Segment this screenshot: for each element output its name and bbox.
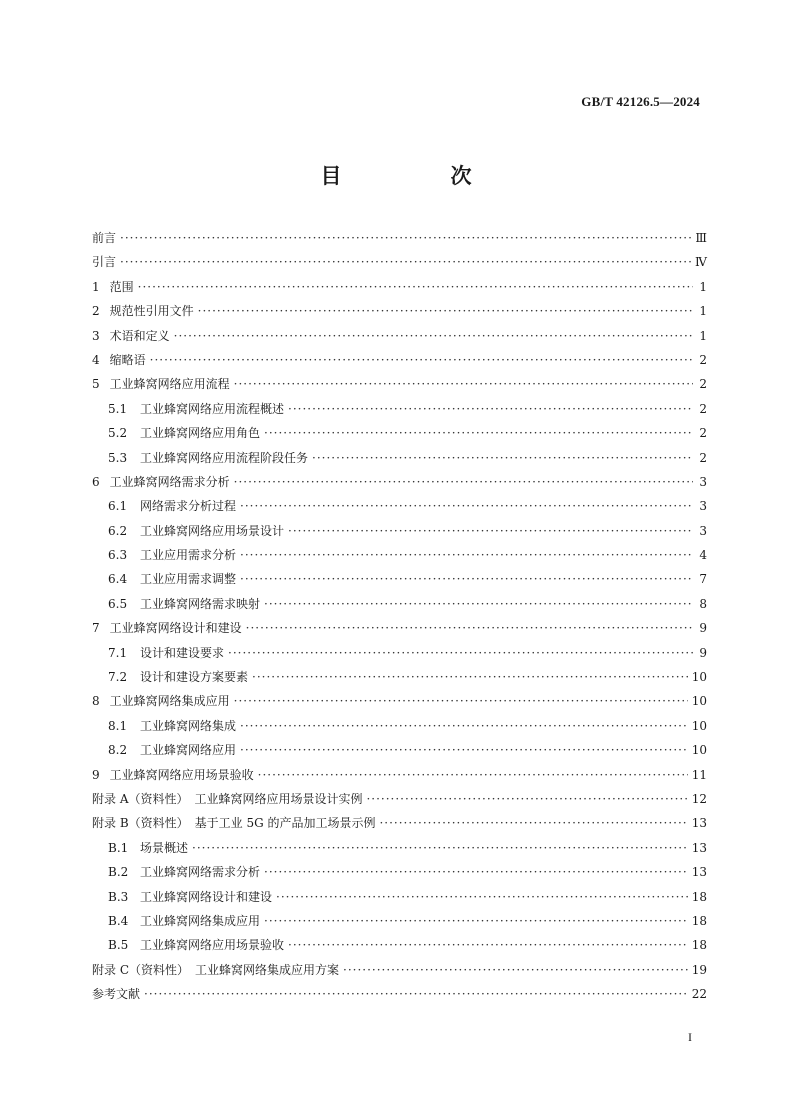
toc-entry[interactable] — [92, 592, 707, 616]
toc-entry-title: 工业蜂窝网络应用场景设计 — [140, 523, 285, 538]
toc-entry[interactable] — [92, 714, 707, 738]
toc-entry-page: 9 — [699, 621, 707, 636]
dot-leader — [234, 689, 688, 713]
toc-entry-number: 8 — [92, 694, 100, 709]
dot-leader — [120, 226, 691, 250]
toc-entry-title: 工业蜂窝网络应用场景验收 — [140, 938, 285, 953]
toc-entry-page: 1 — [699, 328, 707, 343]
toc-entry[interactable] — [92, 836, 707, 860]
dot-leader — [258, 763, 688, 787]
table-of-contents — [92, 226, 707, 1007]
dot-leader — [234, 372, 693, 396]
dot-leader — [264, 592, 693, 616]
toc-entry-number: 6.4 — [108, 572, 128, 587]
toc-entry-title: 场景概述 — [140, 840, 189, 855]
toc-entry-page: 9 — [699, 645, 707, 660]
toc-entry-page: 10 — [691, 743, 707, 758]
toc-entry[interactable] — [92, 470, 707, 494]
toc-entry-page: 3 — [699, 499, 707, 514]
toc-entry-page: 12 — [691, 791, 707, 806]
toc-entry-title: 工业蜂窝网络应用流程阶段任务 — [140, 450, 309, 465]
toc-entry-title: 工业蜂窝网络设计和建设 — [140, 889, 273, 904]
toc-entry[interactable] — [92, 738, 707, 762]
toc-entry[interactable] — [92, 641, 707, 665]
toc-entry-title: 网络需求分析过程 — [140, 499, 237, 514]
dot-leader — [312, 446, 693, 470]
toc-entry-number: 1 — [92, 279, 100, 294]
toc-entry-page: 19 — [691, 962, 707, 977]
dot-leader — [120, 250, 691, 274]
toc-entry[interactable] — [92, 933, 707, 957]
dot-leader — [234, 470, 693, 494]
toc-entry-number: 4 — [92, 352, 100, 367]
toc-entry[interactable] — [92, 275, 707, 299]
toc-entry-number: 3 — [92, 328, 100, 343]
toc-entry-page: 10 — [691, 718, 707, 733]
toc-entry-number: 2 — [92, 304, 100, 319]
toc-entry[interactable] — [92, 616, 707, 640]
toc-entry[interactable] — [92, 494, 707, 518]
toc-entry-title: 缩略语 — [109, 352, 146, 367]
toc-entry-title: 规范性引用文件 — [109, 304, 194, 319]
toc-entry-number: 5.2 — [108, 426, 128, 441]
toc-entry-number: 6.2 — [108, 523, 128, 538]
toc-entry-title: 工业应用需求调整 — [140, 572, 237, 587]
dot-leader — [240, 567, 693, 591]
toc-entry-number: 7.2 — [108, 670, 128, 685]
dot-leader — [252, 665, 688, 689]
toc-entry-page: 18 — [691, 938, 707, 953]
dot-leader — [343, 958, 688, 982]
toc-entry[interactable] — [92, 397, 707, 421]
dot-leader — [288, 397, 693, 421]
toc-entry-page: 7 — [699, 572, 707, 587]
toc-entry[interactable] — [92, 567, 707, 591]
toc-entry-title: 参考文献 — [92, 987, 141, 1002]
toc-entry-title: 引言 — [92, 255, 117, 270]
standard-code: GB/T 42126.5—2024 — [581, 94, 700, 109]
page-number: I — [688, 1030, 692, 1044]
toc-entry-number: 5.1 — [108, 401, 128, 416]
toc-entry-number: 6 — [92, 474, 100, 489]
toc-entry-number: 6.1 — [108, 499, 128, 514]
toc-entry-number: B.2 — [108, 865, 129, 880]
toc-entry-page: 18 — [691, 913, 707, 928]
toc-entry-page: 2 — [699, 450, 707, 465]
dot-leader — [264, 860, 688, 884]
toc-entry-number: 7 — [92, 621, 100, 636]
toc-entry-page: 13 — [691, 840, 707, 855]
toc-entry-number: B.3 — [108, 889, 129, 904]
toc-entry-number: 8.1 — [108, 718, 128, 733]
toc-entry-title: 工业蜂窝网络应用场景验收 — [109, 767, 254, 782]
toc-entry-page: 2 — [699, 352, 707, 367]
dot-leader — [150, 348, 693, 372]
toc-entry-title: 范围 — [109, 279, 134, 294]
toc-entry[interactable] — [92, 885, 707, 909]
toc-entry-title: 工业蜂窝网络需求分析 — [140, 865, 261, 880]
dot-leader — [138, 275, 693, 299]
toc-entry-title: 工业蜂窝网络集成 — [140, 718, 237, 733]
dot-leader — [240, 738, 688, 762]
dot-leader — [276, 885, 688, 909]
dot-leader — [174, 324, 693, 348]
toc-entry[interactable] — [92, 519, 707, 543]
toc-entry[interactable] — [92, 299, 707, 323]
toc-entry[interactable] — [92, 811, 707, 835]
toc-entry-page: 3 — [699, 523, 707, 538]
toc-entry-title: 工业应用需求分析 — [140, 548, 237, 563]
toc-entry-number: 6.5 — [108, 596, 128, 611]
toc-entry[interactable] — [92, 421, 707, 445]
dot-leader — [288, 933, 688, 957]
toc-entry-title: 工业蜂窝网络应用流程概述 — [140, 401, 285, 416]
toc-entry-number: B.1 — [108, 840, 129, 855]
toc-entry[interactable] — [92, 324, 707, 348]
dot-leader — [228, 641, 693, 665]
toc-entry[interactable] — [92, 958, 707, 982]
toc-entry-title: 工业蜂窝网络需求分析 — [109, 474, 230, 489]
dot-leader — [240, 543, 693, 567]
toc-entry[interactable] — [92, 543, 707, 567]
toc-entry-title: 工业蜂窝网络应用角色 — [140, 426, 261, 441]
toc-entry-number: 7.1 — [108, 645, 128, 660]
toc-entry-number: B.4 — [108, 913, 129, 928]
toc-entry-page: 4 — [699, 548, 707, 563]
toc-entry-title: 附录 B（资料性） 基于工业 5G 的产品加工场景示例 — [92, 816, 376, 831]
toc-entry[interactable] — [92, 226, 707, 250]
toc-entry-number: 6.3 — [108, 548, 128, 563]
toc-entry-title: 附录 A（资料性） 工业蜂窝网络应用场景设计实例 — [92, 791, 363, 806]
toc-entry[interactable] — [92, 763, 707, 787]
toc-entry[interactable] — [92, 689, 707, 713]
toc-entry[interactable] — [92, 250, 707, 274]
dot-leader — [366, 787, 687, 811]
toc-entry-number: 5.3 — [108, 450, 128, 465]
toc-entry-title: 前言 — [92, 231, 117, 245]
page-title: 目 次 — [320, 164, 516, 188]
toc-entry-page: 2 — [699, 377, 707, 392]
toc-entry-page: 22 — [691, 987, 707, 1002]
toc-entry-title: 工业蜂窝网络应用 — [140, 743, 237, 758]
toc-entry-page: 10 — [691, 670, 707, 685]
toc-entry-page: 2 — [699, 426, 707, 441]
toc-entry[interactable] — [92, 982, 707, 1006]
dot-leader — [192, 836, 688, 860]
toc-entry[interactable] — [92, 348, 707, 372]
toc-entry-page: 8 — [699, 596, 707, 611]
toc-entry[interactable] — [92, 446, 707, 470]
dot-leader — [240, 494, 693, 518]
toc-entry-page: Ⅳ — [695, 255, 707, 270]
toc-entry-page: 3 — [699, 474, 707, 489]
toc-entry-page: 1 — [699, 304, 707, 319]
toc-entry-title: 工业蜂窝网络应用流程 — [109, 377, 230, 392]
toc-entry-number: 5 — [92, 377, 100, 392]
toc-entry-page: 10 — [691, 694, 707, 709]
toc-entry-title: 附录 C（资料性） 工业蜂窝网络集成应用方案 — [92, 962, 339, 977]
dot-leader — [144, 982, 688, 1006]
toc-entry-page: Ⅲ — [695, 231, 707, 245]
toc-entry-number: 8.2 — [108, 743, 128, 758]
dot-leader — [264, 421, 693, 445]
toc-entry-title: 设计和建设方案要素 — [140, 670, 249, 685]
dot-leader — [288, 519, 693, 543]
dot-leader — [240, 714, 688, 738]
toc-entry-page: 13 — [691, 816, 707, 831]
toc-entry-number: 9 — [92, 767, 100, 782]
toc-entry[interactable] — [92, 372, 707, 396]
toc-entry-number: B.5 — [108, 938, 129, 953]
toc-entry-title: 设计和建设要求 — [140, 645, 225, 660]
dot-leader — [198, 299, 693, 323]
toc-entry-title: 工业蜂窝网络设计和建设 — [109, 621, 242, 636]
toc-entry[interactable] — [92, 909, 707, 933]
toc-entry-page: 2 — [699, 401, 707, 416]
toc-entry-title: 工业蜂窝网络集成应用 — [140, 913, 261, 928]
dot-leader — [246, 616, 693, 640]
toc-entry-page: 13 — [691, 865, 707, 880]
toc-entry[interactable] — [92, 787, 707, 811]
toc-entry-title: 术语和定义 — [109, 328, 170, 343]
dot-leader — [264, 909, 688, 933]
toc-entry-title: 工业蜂窝网络需求映射 — [140, 596, 261, 611]
toc-entry[interactable] — [92, 665, 707, 689]
dot-leader — [379, 811, 687, 835]
toc-entry-page: 18 — [691, 889, 707, 904]
toc-entry[interactable] — [92, 860, 707, 884]
toc-entry-title: 工业蜂窝网络集成应用 — [109, 694, 230, 709]
toc-entry-page: 1 — [699, 279, 707, 294]
toc-entry-page: 11 — [691, 767, 707, 782]
